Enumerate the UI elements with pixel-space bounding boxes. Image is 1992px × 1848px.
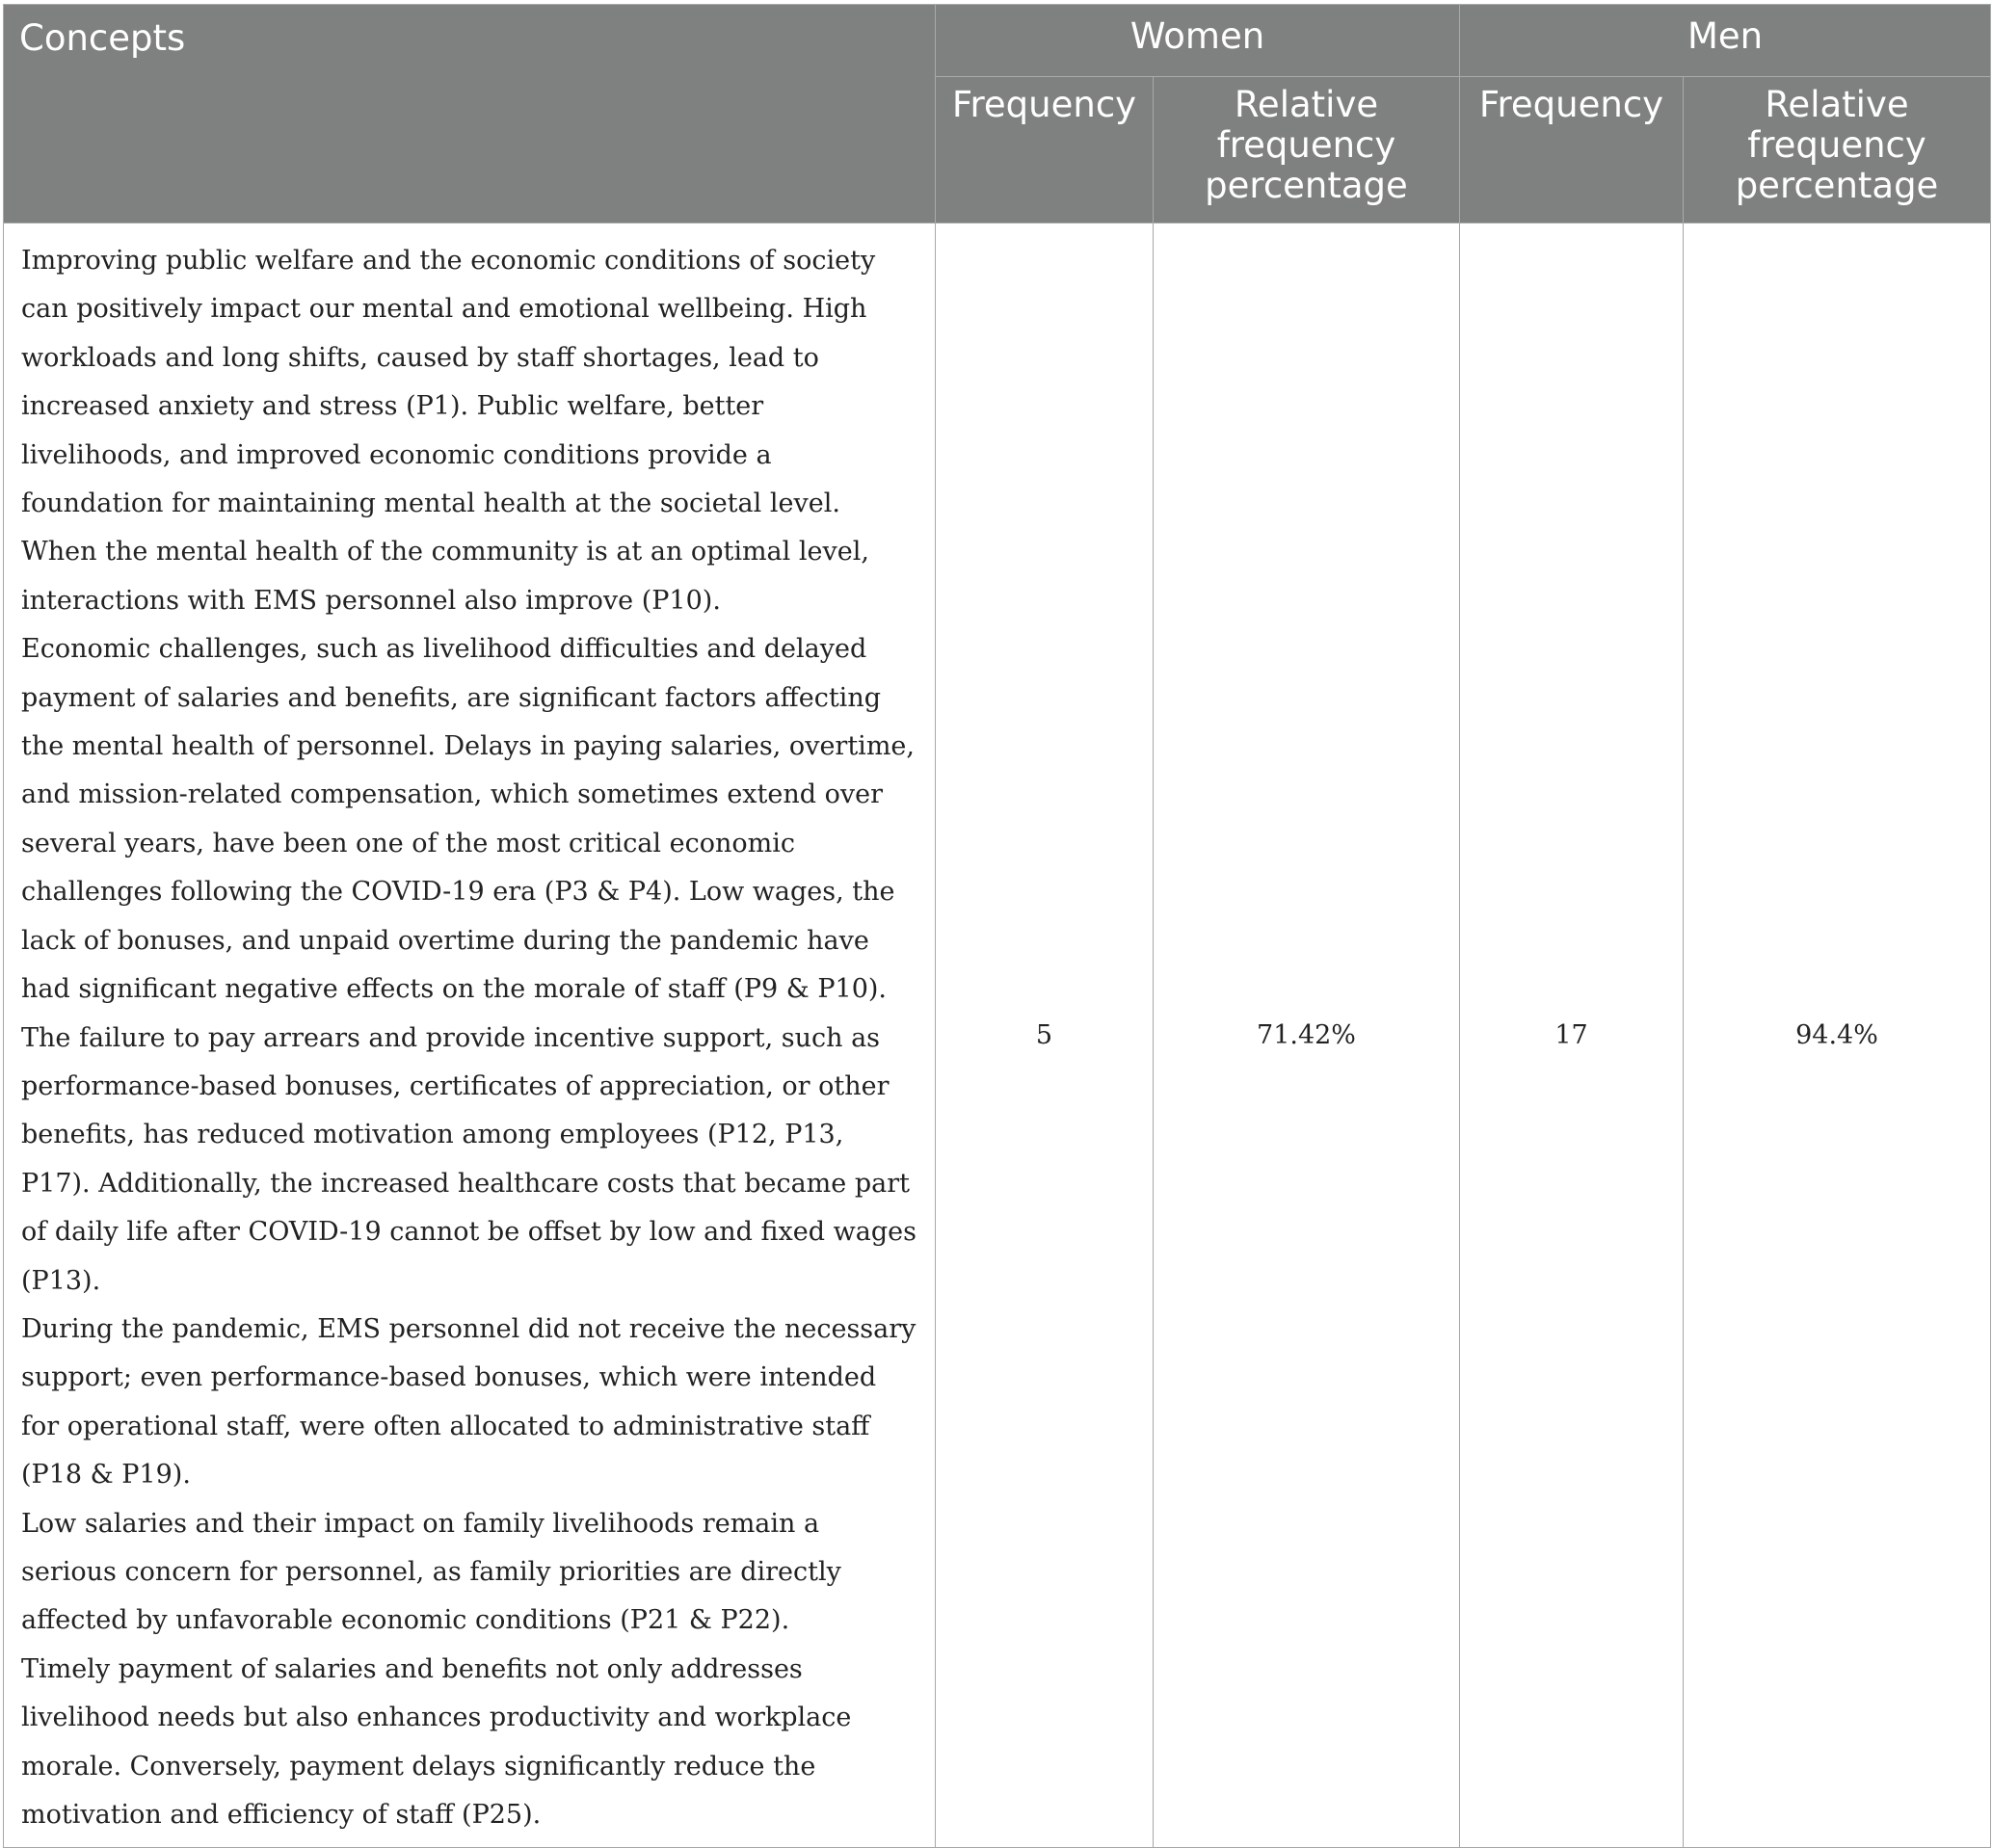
concept-paragraph: During the pandemic, EMS personnel did not receive the necessary support; even performance-based bonuses, which were intended for operational staff, were often allocated to administrative staff (P18 & P19). — [21, 1313, 916, 1491]
concepts-cell — [4, 224, 936, 1848]
concept-paragraph: Economic challenges, such as livelihood difficulties and delayed payment of salaries and benefits, are significant factors affecting the mental health of personnel. Delays in paying salaries, overtime, and mission-related compensation, which sometimes extend over several years, have been one of the most critical economic challenges following the COVID-19 era (P3 & P4). Low wages, the lack of bonuses, and unpaid overtime during the pandemic have had significant negative effects on the morale of staff (P9 & P10). — [21, 634, 915, 1005]
women-frequency-header: Frequency — [936, 77, 1154, 224]
men-frequency-header: Frequency — [1460, 77, 1684, 224]
concepts-header: Concepts — [4, 5, 936, 224]
women-frequency-cell: 5 — [936, 224, 1154, 1848]
header-row-groups — [4, 5, 1991, 77]
women-relative-frequency-header: Relative frequency percentage — [1154, 77, 1460, 224]
table-body — [4, 224, 1991, 1848]
women-relative-frequency-cell: 71.42% — [1154, 224, 1460, 1848]
table-row — [4, 224, 1991, 1848]
men-header: Men — [1460, 5, 1991, 77]
concept-paragraph: Timely payment of salaries and benefits not only addresses livelihood needs but also enhances productivity and workplace morale. Conversely, payment delays significantly reduce the motivation and efficiency of staff (P25). — [21, 1653, 852, 1830]
concept-paragraph: Improving public welfare and the economic conditions of society can positively impact our mental and emotional wellbeing. High workloads and long shifts, caused by staff shortages, lead to increased anxiety and stress (P1). Public welfare, better livelihoods, and improved economic conditions provide a foundation for maintaining mental health at the societal level. When the mental health of the community is at an optimal level, interactions with EMS personnel also improve (P10). — [21, 246, 876, 616]
men-frequency-cell: 17 — [1460, 224, 1684, 1848]
men-relative-frequency-cell: 94.4% — [1684, 224, 1991, 1848]
women-header: Women — [936, 5, 1460, 77]
concepts-frequency-table — [3, 4, 1991, 1848]
men-relative-frequency-header: Relative frequency percentage — [1684, 77, 1991, 224]
table-header — [4, 5, 1991, 224]
concept-paragraph: The failure to pay arrears and provide incentive support, such as performance-based bonuses, certificates of appreciation, or other benefits, has reduced motivation among employees (P12, P13, P17). Additionally, the increased healthcare costs that became part of daily life after COVID-19 cannot be offset by low and fixed wages (P13). — [21, 1022, 916, 1296]
concept-paragraph: Low salaries and their impact on family livelihoods remain a serious concern for personnel, as family priorities are directly affected by unfavorable economic conditions (P21 & P22). — [21, 1508, 841, 1636]
